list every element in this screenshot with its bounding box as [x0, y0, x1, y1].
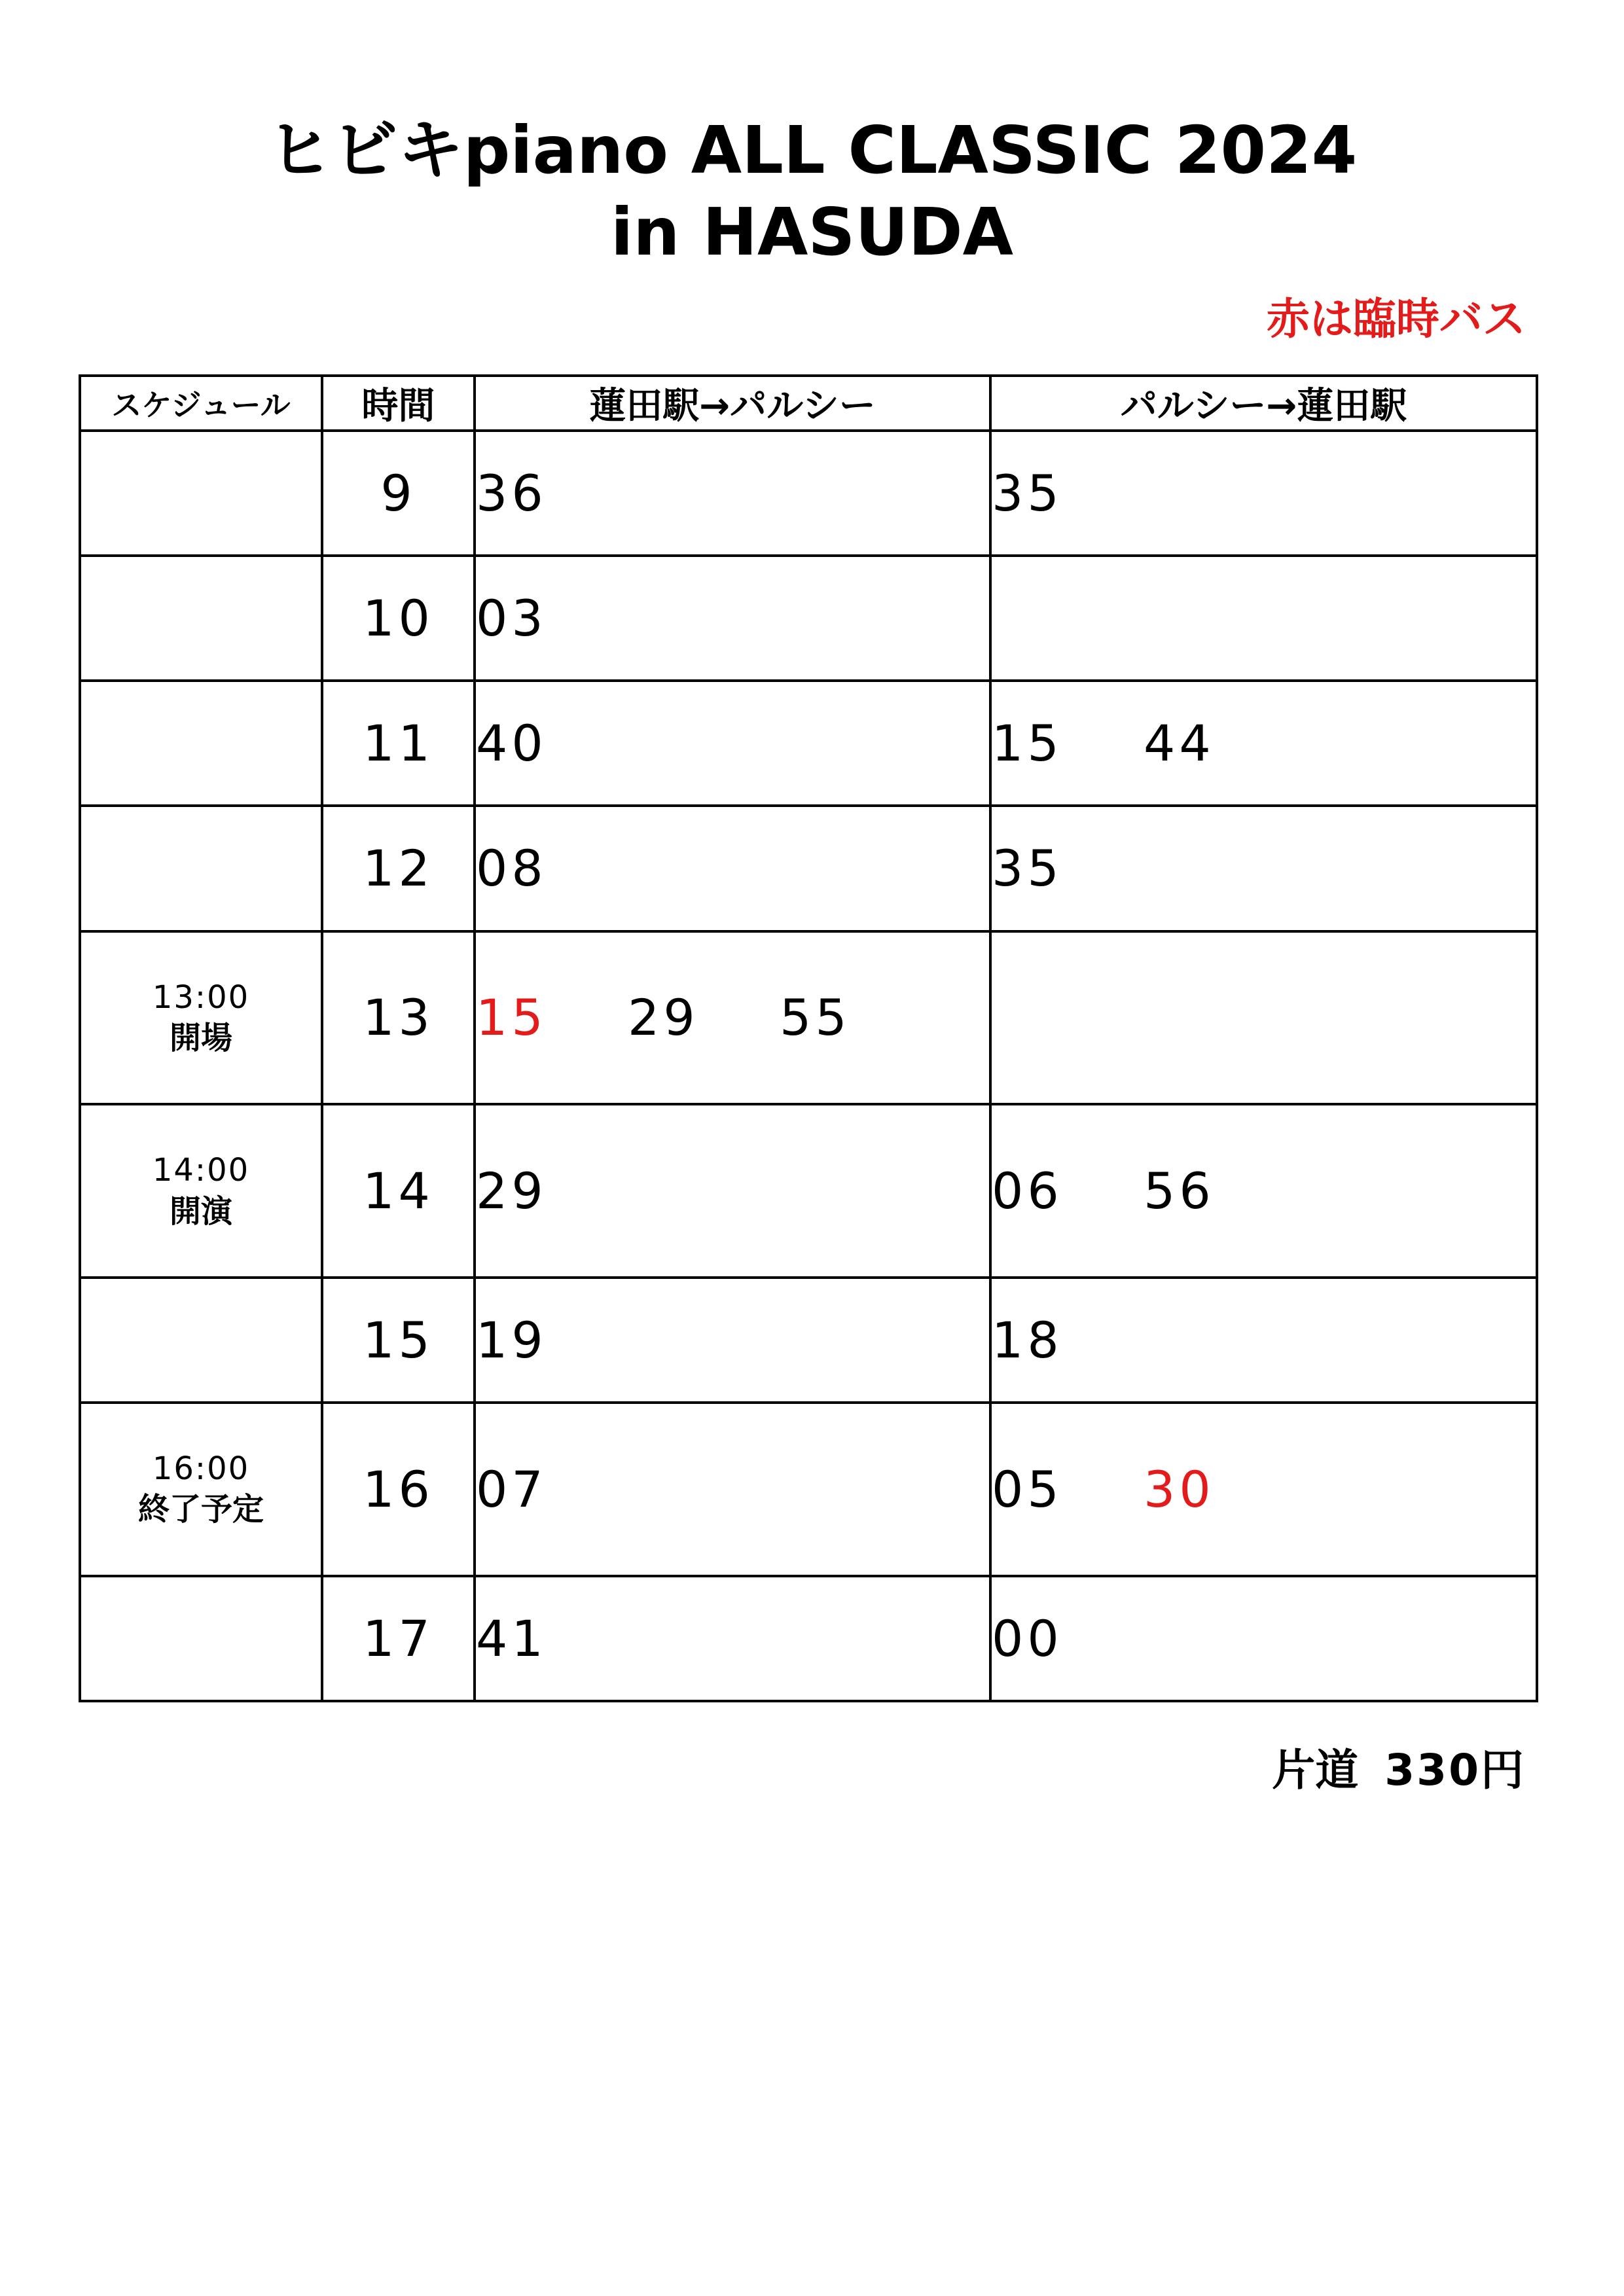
- schedule-label: 開場: [169, 1019, 232, 1056]
- inbound-minutes-cell: [990, 931, 1537, 1105]
- outbound-minutes-cell: [475, 1576, 990, 1701]
- outbound-minutes-cell: [475, 931, 990, 1105]
- inbound-minutes-cell: [990, 1278, 1537, 1403]
- schedule-cell: [80, 806, 322, 931]
- schedule-cell: [80, 1278, 322, 1403]
- header-row: [80, 376, 1537, 431]
- departure-minute: 35: [992, 839, 1063, 898]
- departure-minute: 35: [992, 464, 1063, 523]
- page-title-line-1: ヒビキpiano ALL CLASSIC 2024: [266, 112, 1358, 188]
- hour-cell: 14: [322, 1104, 475, 1278]
- schedule-cell: [80, 1104, 322, 1278]
- departure-minute: 19: [476, 1311, 547, 1369]
- inbound-minutes-cell: [990, 556, 1537, 681]
- schedule-time: 16:00: [152, 1450, 250, 1488]
- departure-minute: 29: [476, 1162, 547, 1221]
- departure-minute: 29: [628, 988, 699, 1047]
- inbound-minutes-cell: [990, 431, 1537, 556]
- departure-minute: 55: [780, 988, 851, 1047]
- schedule-cell: [80, 1576, 322, 1701]
- header-schedule: スケジュール: [80, 376, 322, 431]
- inbound-minutes-cell: [990, 1104, 1537, 1278]
- bus-timetable: [79, 374, 1538, 1702]
- temporary-bus-legend: 赤は臨時バス: [1267, 294, 1526, 344]
- table-row: [80, 1104, 1537, 1278]
- outbound-minutes-cell: [475, 681, 990, 806]
- departure-minute: 40: [476, 714, 547, 773]
- schedule-cell: [80, 431, 322, 556]
- table-row: [80, 931, 1537, 1105]
- schedule-cell: [80, 556, 322, 681]
- temporary-departure-minute: 30: [1144, 1460, 1215, 1518]
- schedule-time: 13:00: [152, 978, 250, 1016]
- departure-minute: 05: [992, 1460, 1063, 1518]
- schedule-label: 開演: [169, 1193, 232, 1230]
- fare-label: 片道: [1272, 1745, 1359, 1795]
- one-way-fare: [1272, 1745, 1526, 1795]
- departure-minute: 08: [476, 839, 547, 898]
- fare-price: 330円: [1384, 1745, 1526, 1795]
- table-row: [80, 681, 1537, 806]
- table-row: [80, 431, 1537, 556]
- outbound-minutes-cell: [475, 431, 990, 556]
- departure-minute: 18: [992, 1311, 1063, 1369]
- hour-cell: 17: [322, 1576, 475, 1701]
- outbound-minutes-cell: [475, 1104, 990, 1278]
- outbound-minutes-cell: [475, 556, 990, 681]
- departure-minute: 41: [476, 1609, 547, 1668]
- schedule-cell: [80, 931, 322, 1105]
- table-row: [80, 1576, 1537, 1701]
- departure-minute: 03: [476, 589, 547, 648]
- outbound-minutes-cell: [475, 806, 990, 931]
- outbound-minutes-cell: [475, 1278, 990, 1403]
- schedule-cell: [80, 1403, 322, 1576]
- schedule-cell: [80, 681, 322, 806]
- timetable-body: [80, 431, 1537, 1701]
- departure-minute: 36: [476, 464, 547, 523]
- hour-cell: 13: [322, 931, 475, 1105]
- temporary-departure-minute: 15: [476, 988, 547, 1047]
- departure-minute: 00: [992, 1609, 1063, 1668]
- inbound-minutes-cell: [990, 1576, 1537, 1701]
- inbound-minutes-cell: [990, 681, 1537, 806]
- hour-cell: 10: [322, 556, 475, 681]
- schedule-label: 終了予定: [137, 1491, 264, 1528]
- table-row: [80, 1403, 1537, 1576]
- hour-cell: 12: [322, 806, 475, 931]
- departure-minute: 15: [992, 714, 1063, 773]
- schedule-time: 14:00: [152, 1152, 250, 1189]
- hour-cell: 11: [322, 681, 475, 806]
- departure-minute: 07: [476, 1460, 547, 1518]
- page-title-line-2: in HASUDA: [611, 194, 1013, 270]
- outbound-minutes-cell: [475, 1403, 990, 1576]
- hour-cell: 15: [322, 1278, 475, 1403]
- inbound-minutes-cell: [990, 1403, 1537, 1576]
- header-outbound: 蓮田駅→パルシー: [475, 376, 990, 431]
- inbound-minutes-cell: [990, 806, 1537, 931]
- table-row: [80, 556, 1537, 681]
- table-row: [80, 806, 1537, 931]
- departure-minute: 44: [1144, 714, 1215, 773]
- header-hour: 時間: [322, 376, 475, 431]
- departure-minute: 56: [1144, 1162, 1215, 1221]
- table-row: [80, 1278, 1537, 1403]
- header-inbound: パルシー→蓮田駅: [990, 376, 1537, 431]
- departure-minute: 06: [992, 1162, 1063, 1221]
- hour-cell: 9: [322, 431, 475, 556]
- hour-cell: 16: [322, 1403, 475, 1576]
